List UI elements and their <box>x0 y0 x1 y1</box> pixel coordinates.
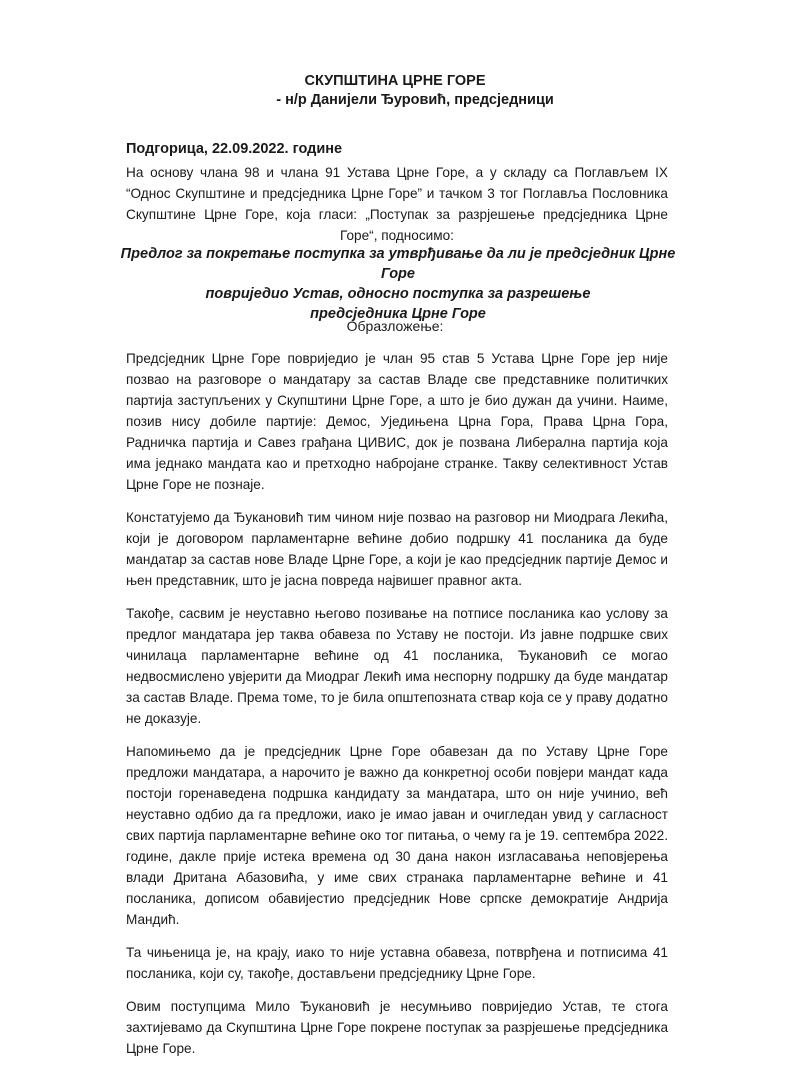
reasoning-heading: Образложење: <box>346 318 444 334</box>
body-text <box>126 348 668 1071</box>
proposal-title-line: предсједника Црне Горе <box>310 306 486 322</box>
body-paragraph: Констатујемо да Ђукановић тим чином није позвао на разговор ни Миодрага Лекића, који је договором парламентарне већине добио подршку 41 посланика да буде мандатар за састав нове Владе Црне Горе, а који је као предсједник партије Демос и њен представник, што је јасна повреда највишег правног акта. <box>126 510 668 588</box>
body-paragraph: Овим поступцима Мило Ђукановић је несумњиво повриједио Устав, те стога захтијевамо да Скупштина Црне Горе покрене поступак за разрјешење предсједника Црне Горе. <box>126 999 668 1056</box>
body-paragraph: Та чињеница је, на крају, иако то није уставна обавеза, потврђена и потписима 41 посланика, који су, такође, достављени предсједнику Црне Горе. <box>126 945 668 981</box>
addressee-institution: СКУПШТИНА ЦРНЕ ГОРЕ <box>304 73 486 89</box>
proposal-title <box>120 244 676 324</box>
date-line: Подгорица, 22.09.2022. године <box>126 141 343 157</box>
body-paragraph: Предсједник Црне Горе повриједио је члан 95 став 5 Устава Црне Горе јер није позвао на разговоре о мандатару за састав Владе све представнике политичких партија заступљених у Скупштини Црне Горе, а што је био дужан да учини. Наиме, позив нису добиле партије: Демос, Уједињена Црна Гора, Права Црна Гора, Радничка партија и Савез грађана ЦИВИС, док је позвана Либерална партија која има једнако мандата као и претходно набројане странке. Такву селективност Устав Црне Горе не познаје. <box>126 351 668 492</box>
letter-header <box>0 72 790 110</box>
proposal-title-line: повриједио Устав, односно поступка за разрешење <box>205 286 591 302</box>
intro-paragraph: На основу члана 98 и члана 91 Устава Црне Горе, а у складу са Поглављем IX “Однос Скупштине и предсједника Црне Горе” и тачком 3 тог Поглавља Пословника Скупштине Црне Горе, која гласи: „Поступак за разрјешење предсједника Црне Горе“, подносимо: <box>126 165 668 243</box>
body-paragraph: Напомињемо да је предсједник Црне Горе обавезан да по Уставу Црне Горе предложи мандатара, а нарочито је важно да конкретној особи повјери мандат када постоји горенаведена подршка кандидату за мандатара, што он није учинио, већ неуставно одбио да га предложи, иако је имао јаван и очигледан увид у сагласност свих партија парламентарне већине око тог питања, о чему га је 19. септембра 2022. године, дакле прије истека времена од 30 дана након изгласавања неповјерења влади Дритана Абазовића, у име свих странака парламентарне већине и 41 посланика, дописом обавијестио предсједник Нове српске демократије Андрија Мандић. <box>126 744 668 927</box>
addressee-person: - н/р Данијели Ђуровић, предсједници <box>276 92 554 108</box>
body-paragraph: Такође, сасвим је неуставно његово позивање на потписе посланика као услову за предлог мандатара јер таква обавеза по Уставу не постоји. Из јавне подршке свих чинилаца парламентарне већине од 41 посланика, Ђукановић се могао недвосмислено увјерити да Миодраг Лекић има неспорну подршку да буде мандатар за састав Владе. Према томе, то је била општепозната ствар која се у праву додатно не доказује. <box>126 606 668 726</box>
proposal-title-line: Предлог за покретање поступка за утврђивање да ли је предсједник Црне Горе <box>120 246 676 282</box>
